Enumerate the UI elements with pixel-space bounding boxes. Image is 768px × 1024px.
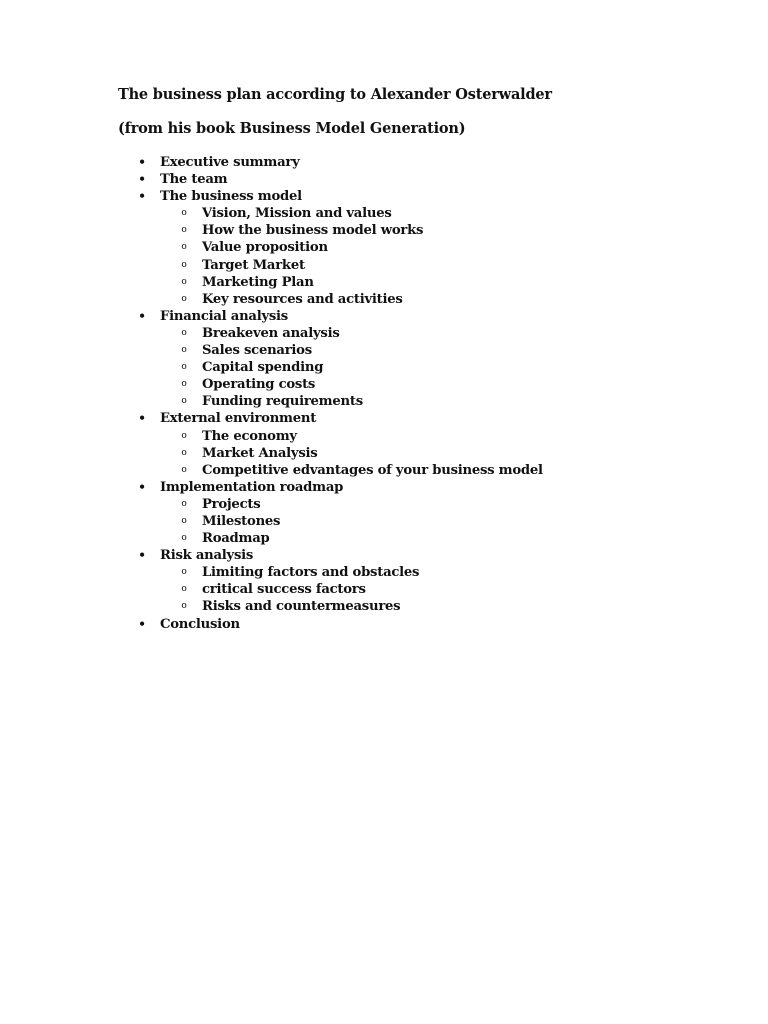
outline-item — [0, 171, 768, 188]
hollow-bullet-icon: o — [181, 464, 187, 475]
outline-subitem — [0, 257, 768, 274]
outline-item — [0, 410, 768, 427]
outline-subitem — [0, 239, 768, 256]
outline-item-label: Risks and countermeasures — [202, 599, 401, 615]
outline-item-label: Target Market — [202, 257, 305, 273]
hollow-bullet-icon: o — [181, 259, 187, 270]
hollow-bullet-icon: o — [181, 430, 187, 441]
outline-item — [0, 154, 768, 171]
outline-subitem — [0, 530, 768, 547]
outline-item-label: Funding requirements — [202, 394, 363, 410]
outline-subitem — [0, 428, 768, 445]
hollow-bullet-icon: o — [181, 584, 187, 595]
outline-subitem — [0, 513, 768, 530]
hollow-bullet-icon: o — [181, 515, 187, 526]
hollow-bullet-icon: o — [181, 533, 187, 544]
outline-subitem — [0, 598, 768, 615]
hollow-bullet-icon: o — [181, 601, 187, 612]
outline-subitem — [0, 445, 768, 462]
hollow-bullet-icon: o — [181, 276, 187, 287]
outline-item-label: Marketing Plan — [202, 274, 314, 290]
bullet-icon: • — [138, 172, 146, 187]
hollow-bullet-icon: o — [181, 242, 187, 253]
outline-item-label: Financial analysis — [160, 308, 288, 324]
outline-subitem — [0, 291, 768, 308]
outline-item-label: Implementation roadmap — [160, 479, 344, 495]
outline-item-label: Sales scenarios — [202, 343, 312, 359]
hollow-bullet-icon: o — [181, 567, 187, 578]
outline-subitem — [0, 222, 768, 239]
outline-item-label: Limiting factors and obstacles — [202, 565, 420, 581]
outline-item-label: Competitive edvantages of your business model — [202, 462, 543, 478]
hollow-bullet-icon: o — [181, 293, 187, 304]
outline-subitem — [0, 205, 768, 222]
outline-item-label: Conclusion — [160, 616, 240, 632]
hollow-bullet-icon: o — [181, 225, 187, 236]
outline-item-label: The economy — [202, 428, 297, 444]
outline-item-label: Milestones — [202, 513, 281, 529]
outline-item — [0, 479, 768, 496]
bullet-icon: • — [138, 616, 146, 631]
outline-item-label: Vision, Mission and values — [202, 206, 392, 222]
outline-item-label: Executive summary — [160, 155, 300, 170]
outline-item-label: Projects — [202, 496, 261, 512]
hollow-bullet-icon: o — [181, 345, 187, 356]
outline-item-label: Roadmap — [202, 531, 270, 547]
bullet-icon: • — [138, 308, 146, 323]
outline-item-label: Key resources and activities — [202, 291, 403, 307]
outline-item-label: How the business model works — [202, 223, 424, 239]
document-subtitle: (from his book Business Model Generation) — [118, 120, 466, 137]
document-title: The business plan according to Alexander Osterwalder — [118, 86, 552, 103]
outline-item — [0, 188, 768, 205]
outline-subitem — [0, 274, 768, 291]
outline-item — [0, 308, 768, 325]
outline-item-label: Market Analysis — [202, 445, 318, 461]
hollow-bullet-icon: o — [181, 208, 187, 219]
outline-subitem — [0, 325, 768, 342]
hollow-bullet-icon: o — [181, 362, 187, 373]
bullet-icon: • — [138, 155, 146, 169]
outline-item-label: Operating costs — [202, 377, 316, 393]
outline-subitem — [0, 393, 768, 410]
outline-item-label: Value proposition — [202, 240, 328, 256]
outline-item-label: External environment — [160, 411, 317, 427]
hollow-bullet-icon: o — [181, 327, 187, 338]
outline-subitem — [0, 564, 768, 581]
bullet-icon: • — [138, 548, 146, 563]
bullet-icon: • — [138, 189, 146, 204]
bullet-icon: • — [138, 479, 146, 494]
outline-subitem — [0, 359, 768, 376]
outline-item-label: critical success factors — [202, 582, 366, 598]
outline-item-label: Risk analysis — [160, 548, 254, 564]
outline-item-label: Capital spending — [202, 360, 324, 376]
hollow-bullet-icon: o — [181, 379, 187, 390]
outline-item-label: Breakeven analysis — [202, 325, 340, 341]
outline-subitem — [0, 376, 768, 393]
hollow-bullet-icon: o — [181, 447, 187, 458]
business-plan-outline — [0, 154, 768, 633]
outline-subitem — [0, 581, 768, 598]
hollow-bullet-icon: o — [181, 498, 187, 509]
outline-item — [0, 616, 768, 633]
outline-subitem — [0, 462, 768, 479]
bullet-icon: • — [138, 411, 146, 426]
outline-item-label: The business model — [160, 189, 302, 205]
outline-item — [0, 547, 768, 564]
outline-item-label: The team — [160, 172, 228, 188]
hollow-bullet-icon: o — [181, 396, 187, 407]
outline-subitem — [0, 342, 768, 359]
outline-subitem — [0, 496, 768, 513]
